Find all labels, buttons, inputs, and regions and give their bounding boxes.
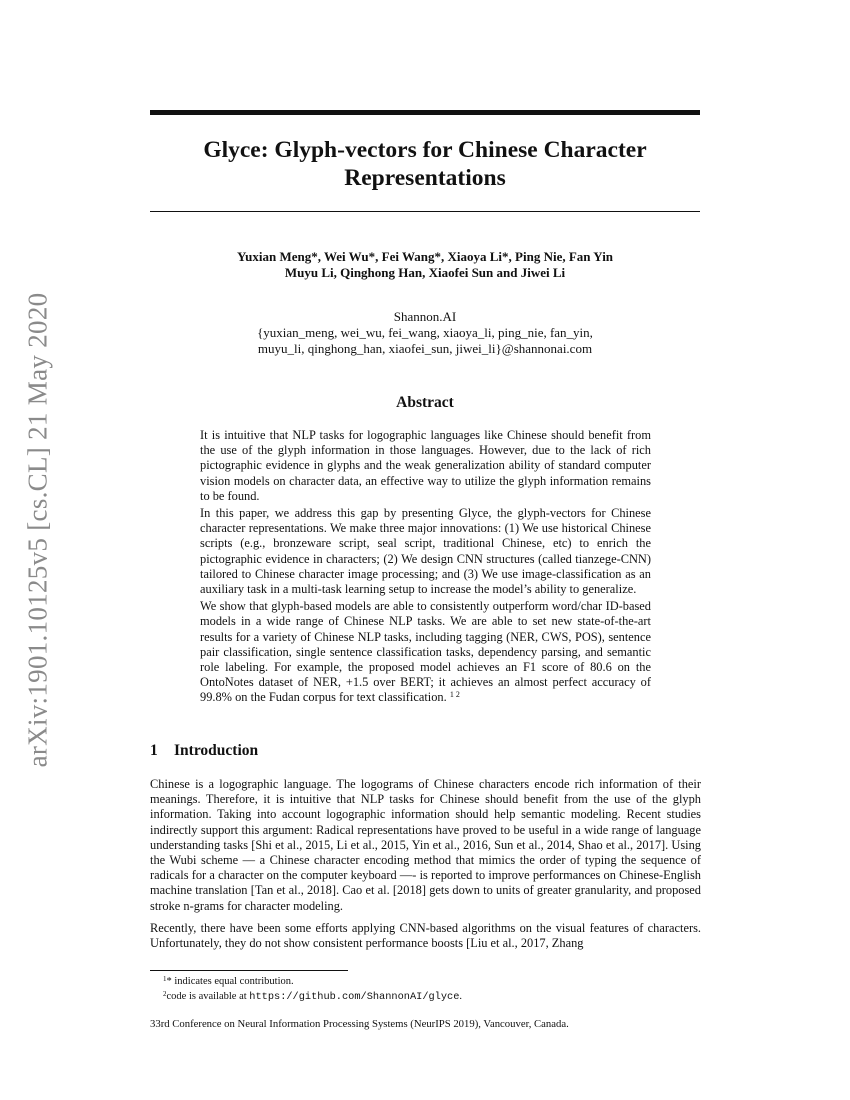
authors-line-1: Yuxian Meng*, Wei Wu*, Fei Wang*, Xiaoya Li*, Ping Nie, Fan Yin	[236, 249, 614, 264]
abstract-body	[200, 428, 651, 708]
footnote-2-mark: 2	[163, 990, 167, 998]
section-heading-introduction	[150, 742, 258, 760]
footnote-rule	[150, 970, 348, 971]
abstract-heading: Abstract	[396, 394, 454, 411]
footnote-2-end: .	[459, 991, 463, 1002]
conference-venue-note: 33rd Conference on Neural Information Processing Systems (NeurIPS 2019), Vancouver, Canada.	[150, 1018, 569, 1030]
affiliation-block	[150, 309, 700, 357]
abstract-paragraph-3-text: We show that glyph-based models are able to consistently outperform word/char ID-based models in a wide range of Chinese NLP tasks. We are able to set new state-of-the-art results for a variety of Chinese NLP tasks, including tagging (NER, CWS, POS), sentence pair classification, single sentence classification tasks, dependency parsing, and semantic role labeling. For example, the proposed model achieves an F1 score of 80.6 on the OntoNotes dataset of NER, +1.5 over BERT; it achieves an almost perfect accuracy of 99.8% on the Fudan corpus for text classification.	[200, 599, 651, 705]
footnote-2-text: code is available at	[166, 991, 250, 1002]
intro-paragraph-2: Recently, there have been some efforts applying CNN-based algorithms on the visual features of characters. Unfortunately, they do not show consistent performance boosts [Liu et al., 2017, Zhang	[150, 920, 701, 951]
footnote-2	[163, 989, 703, 1005]
section-title: Introduction	[174, 742, 259, 759]
abstract-paragraph-3	[200, 599, 651, 705]
author-emails-line-1: {yuxian_meng, wei_wu, fei_wang, xiaoya_li, ping_nie, fan_yin,	[257, 325, 593, 340]
code-url-link[interactable]: https://github.com/ShannonAI/glyce	[249, 991, 460, 1003]
title-line-1: Glyce: Glyph-vectors for Chinese Character	[203, 137, 647, 163]
abstract-paragraph-2: In this paper, we address this gap by presenting Glyce, the glyph-vectors for Chinese character representations. We make three major innovations: (1) We use historical Chinese scripts (e.g., bronzeware script, seal script, traditional Chinese, etc) to enrich the pictographic evidence in characters; (2) We design CNN structures (called tianzege-CNN) tailored to Chinese character image processing; and (3) We use image-classification as an auxiliary task in a multi-task learning setup to increase the model’s ability to generalize.	[200, 506, 651, 597]
title-bottom-rule	[150, 211, 700, 212]
footnotes	[163, 974, 703, 1005]
introduction-body	[150, 777, 701, 958]
author-emails-line-2: muyu_li, qinghong_han, xiaofei_sun, jiwei_li}@shannonai.com	[257, 341, 593, 356]
footnote-1-mark: 1	[163, 975, 167, 983]
abstract-paragraph-1: It is intuitive that NLP tasks for logographic languages like Chinese should benefit from the use of the glyph information in those languages. However, due to the lack of rich pictographic evidence in glyphs and the weak generalization ability of standard computer vision models on character data, an effective way to utilize the glyph information remains to be found.	[200, 428, 651, 503]
affiliation-org: Shannon.AI	[393, 309, 457, 324]
footnote-1	[163, 974, 703, 989]
arxiv-identifier-stamp[interactable]: arXiv:1901.10125v5 [cs.CL] 21 May 2020	[22, 292, 53, 768]
paper-title	[150, 136, 700, 192]
authors-line-2: Muyu Li, Qinghong Han, Xiaofei Sun and Jiwei Li	[284, 265, 566, 280]
author-list	[150, 249, 700, 281]
intro-paragraph-1: Chinese is a logographic language. The logograms of Chinese characters encode rich information of their meanings. Therefore, it is intuitive that NLP tasks for Chinese should benefit from the use of the glyph information. Taking into account logographic information should help semantic modeling. Recent studies indirectly support this argument: Radical representations have proved to be useful in a wide range of language understanding tasks [Shi et al., 2015, Li et al., 2015, Yin et al., 2016, Sun et al., 2014, Shao et al., 2017]. Using the Wubi scheme — a Chinese character encoding method that mimics the order of typing the sequence of radicals for a character on the computer keyboard —- is reported to improve performances on Chinese-English machine translation [Tan et al., 2018]. Cao et al. [2018] gets down to units of greater granularity, and proposed stroke n-grams for character modeling.	[150, 777, 701, 913]
section-number: 1	[150, 742, 158, 759]
title-line-2: Representations	[344, 165, 506, 191]
title-top-rule	[150, 110, 700, 115]
footnote-1-text: * indicates equal contribution.	[166, 976, 294, 987]
footnote-marks[interactable]: 1 2	[449, 690, 460, 700]
